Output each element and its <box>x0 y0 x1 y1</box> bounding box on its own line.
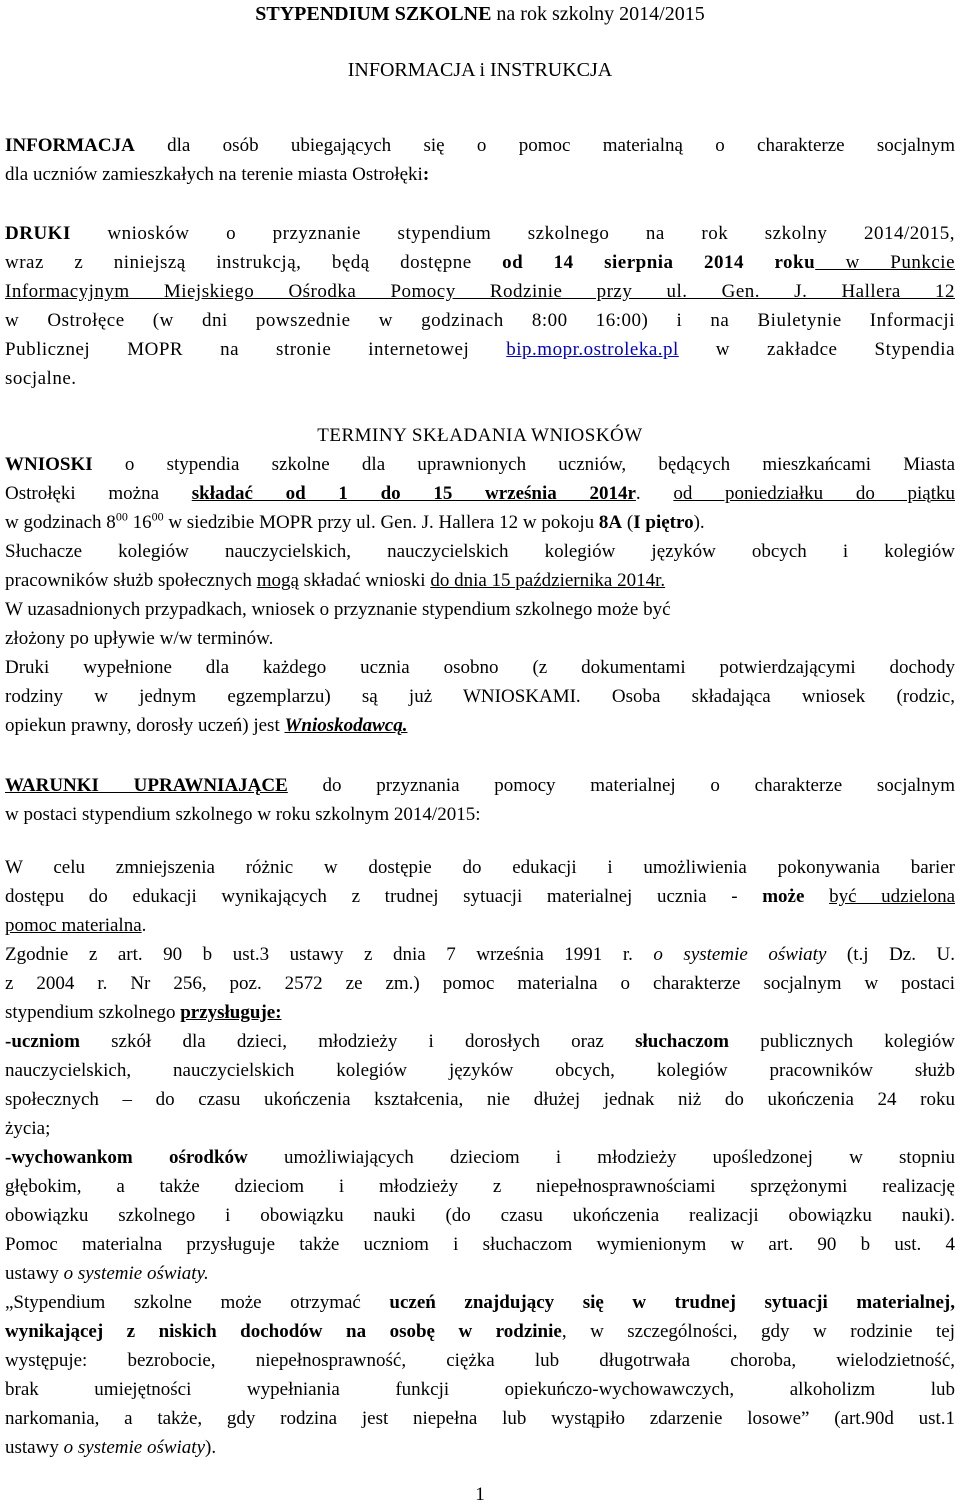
terminy-line-5a: pracowników służb społecznych <box>5 570 257 591</box>
terminy-line-4: Słuchacze kolegiów nauczycielskich, nauczycielskich kolegiów języków obcych i kolegiów <box>5 541 955 562</box>
druki-date: od 14 sierpnia 2014 roku <box>502 252 816 273</box>
cel-line-1: W celu zmniejszenia różnic w dostępie do edukacji i umożliwienia pokonywania barier <box>5 857 955 878</box>
terminy-october-deadline: do dnia 15 października 2014r. <box>430 570 666 591</box>
terminy-heading: TERMINY SKŁADANIA WNIOSKÓW <box>317 425 643 446</box>
terminy-line-5c: składać wnioski <box>298 570 431 591</box>
cel-sluchaczom: słuchaczom <box>635 1031 730 1052</box>
hour-sup-2: 00 <box>151 509 164 524</box>
druki-line-2c: w Punkcie <box>815 252 955 273</box>
cel-line-4a: Zgodnie z art. 90 b ust.3 ustawy z dnia 7 września 1991 r. <box>5 944 654 965</box>
cel-pomoc-materialna: pomoc materialna <box>5 915 142 936</box>
cel-line-19: brak umiejętności wypełniania funkcji opiekuńczo-wychowawczych, alkoholizm lub <box>5 1379 955 1400</box>
terminy-line-7: złożony po upływie w/w terminów. <box>5 628 274 649</box>
cel-line-15a: ustawy <box>5 1263 64 1284</box>
cel-line-10: życia; <box>5 1118 51 1139</box>
info-label: INFORMACJA <box>5 135 135 156</box>
terminy-line-2a: Ostrołęki można <box>5 483 192 504</box>
cel-przysluguje: przysługuje: <box>180 1002 282 1023</box>
cel-line-2a: dostępu do edukacji wynikających z trudnej sytuacji materialnej ucznia - <box>5 886 763 907</box>
druki-line-5c: w zakładce Stypendia <box>678 339 955 360</box>
druki-line-4: w Ostrołęce (w dni powszednie w godzinach 8:00 16:00) i na Biuletynie Informacji <box>5 310 955 331</box>
wnioskodawca: Wnioskodawcą. <box>284 715 408 736</box>
cel-moze: może <box>762 886 805 907</box>
floor-label: I piętro <box>633 512 694 533</box>
druki-line-5a: Publicznej MOPR na stronie internetowej <box>5 339 507 360</box>
terminy-deadline: składać od 1 do 15 września 2014r <box>191 483 636 504</box>
terminy-weekdays: od poniedziałku do piątku <box>673 483 955 504</box>
bip-link[interactable]: bip.mopr.ostroleka.pl <box>506 339 679 360</box>
cel-line-16a: „Stypendium szkolne może otrzymać <box>5 1292 390 1313</box>
cel-line-12: głębokim, a także dzieciom i młodzieży z niepełnosprawnościami sprzężonymi realizację <box>5 1176 955 1197</box>
cel-ustawa-ref-2: o systemie oświaty. <box>63 1263 209 1284</box>
druki-label: DRUKI <box>5 223 71 244</box>
terminy-line-3a: w godzinach 8 <box>5 512 116 533</box>
druki-line-2a: wraz z niniejszą instrukcją, będą dostępne <box>5 252 503 273</box>
warunki-paragraph <box>5 771 955 829</box>
cel-line-21c: ). <box>205 1437 217 1458</box>
cel-dochody-bold: wynikającej z niskich dochodów na osobę w rodzinie <box>5 1321 562 1342</box>
cel-uczen-bold: uczeń znajdujący się w trudnej sytuacji materialnej, <box>389 1292 956 1313</box>
title-rest: na rok szkolny 2014/2015 <box>491 3 705 25</box>
cel-line-9: społecznych – do czasu ukończenia kształcenia, nie dłużej jednak niż do ukończenia 24 roku <box>5 1089 955 1110</box>
terminy-line-3b: 16 <box>127 512 152 533</box>
cel-line-5: z 2004 r. Nr 256, poz. 2572 ze zm.) pomoc materialna o charakterze socjalnym w postaci <box>5 973 955 994</box>
cel-space <box>804 886 829 907</box>
cel-line-21a: ustawy <box>5 1437 64 1458</box>
terminy-moga: mogą <box>256 570 299 591</box>
warunki-line-1: do przyznania pomocy materialnej o charakterze socjalnym <box>287 775 955 796</box>
document-title <box>5 0 955 29</box>
warunki-line-2: w postaci stypendium szkolnego w roku szkolnym 2014/2015: <box>5 804 481 825</box>
terminy-line-10a: opiekun prawny, dorosły uczeń) jest <box>5 715 285 736</box>
cel-line-18: występuje: bezrobocie, niepełnosprawność, ciężka lub długotrwała choroba, wielodzietność, <box>5 1350 955 1371</box>
cel-byc-udzielona: być udzielona <box>829 886 956 907</box>
cel-line-3b: . <box>141 915 147 936</box>
cel-line-11b: umożliwiających dzieciom i młodzieży upośledzonej w stopniu <box>247 1147 955 1168</box>
terminy-line-8: Druki wypełnione dla każdego ucznia osobno (z dokumentami potwierdzającymi dochody <box>5 657 955 678</box>
terminy-line-3g: ). <box>693 512 705 533</box>
druki-line-6: socjalne. <box>5 368 77 389</box>
cel-wychowankom: -wychowankom ośrodków <box>5 1147 248 1168</box>
info-line-1: dla osób ubiegających się o pomoc materialną o charakterze socjalnym <box>134 135 955 156</box>
wnioski-label: WNIOSKI <box>5 454 93 475</box>
druki-line-3: Informacyjnym Miejskiego Ośrodka Pomocy Rodzinie przy ul. Gen. J. Hallera 12 <box>5 281 955 302</box>
terminy-line-1: o stypendia szkolne dla uprawnionych uczniów, będących mieszkańcami Miasta <box>92 454 955 475</box>
terminy-line-3c: w siedzibie MOPR przy ul. Gen. J. Hallera 12 w pokoju <box>163 512 599 533</box>
document-subtitle: INFORMACJA i INSTRUKCJA <box>347 59 613 81</box>
druki-line-1: wniosków o przyznanie stypendium szkolnego na rok szkolny 2014/2015, <box>70 223 955 244</box>
terminy-line-9: rodziny w jednym egzemplarzu) są już WNIOSKAMI. Osoba składająca wniosek (rodzic, <box>5 686 955 707</box>
cel-line-4c: (t.j Dz. U. <box>826 944 955 965</box>
warunki-label: WARUNKI UPRAWNIAJĄCE <box>5 775 288 796</box>
druki-paragraph <box>5 219 955 393</box>
title-bold: STYPENDIUM SZKOLNE <box>255 3 492 25</box>
info-paragraph <box>5 131 955 189</box>
terminy-line-2c: . <box>635 483 674 504</box>
cel-ustawa-ref: o systemie oświaty <box>653 944 827 965</box>
terminy-line-3e: ( <box>622 512 634 533</box>
cel-section <box>5 853 955 1462</box>
cel-line-7b: szkół dla dzieci, młodzieży i dorosłych oraz <box>79 1031 636 1052</box>
hour-sup-1: 00 <box>115 509 128 524</box>
cel-line-17b: , w szczególności, gdy w rodzinie tej <box>561 1321 955 1342</box>
cel-line-8: nauczycielskich, nauczycielskich kolegiów języków obcych, kolegiów pracowników służb <box>5 1060 955 1081</box>
cel-uczniom: -uczniom <box>5 1031 80 1052</box>
cel-line-14: Pomoc materialna przysługuje także uczniom i słuchaczom wymienionym w art. 90 b ust. 4 <box>5 1234 955 1255</box>
cel-ustawa-ref-3: o systemie oświaty <box>63 1437 206 1458</box>
info-line-2: dla uczniów zamieszkałych na terenie miasta Ostrołęki <box>5 164 423 185</box>
room-number: 8A <box>598 512 623 533</box>
terminy-line-6: W uzasadnionych przypadkach, wniosek o przyznanie stypendium szkolnego może być <box>5 599 671 620</box>
page-number: 1 <box>475 1484 485 1505</box>
cel-line-6a: stypendium szkolnego <box>5 1002 181 1023</box>
cel-line-20: narkomania, a także, gdy rodzina jest niepełna lub wystąpiło zdarzenie losowe” (art.90d ust.1 <box>5 1408 955 1429</box>
terminy-section <box>5 421 955 740</box>
info-colon: : <box>422 164 430 185</box>
cel-line-7d: publicznych kolegiów <box>729 1031 956 1052</box>
cel-line-13: obowiązku szkolnego i obowiązku nauki (do czasu ukończenia realizacji obowiązku nauki). <box>5 1205 955 1226</box>
